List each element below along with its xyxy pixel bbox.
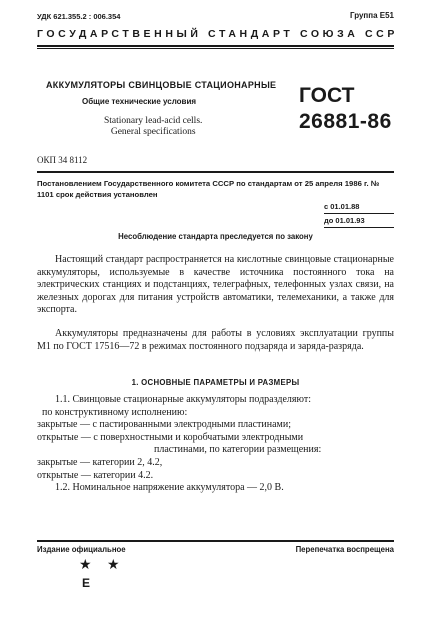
header-rule-thin	[37, 48, 394, 49]
document-title: АККУМУЛЯТОРЫ СВИНЦОВЫЕ СТАЦИОНАРНЫЕ	[46, 80, 277, 90]
open-design-line: открытые — с поверхностными и коробчатыми электродными	[37, 431, 304, 443]
section-1-content	[37, 394, 394, 495]
purpose-paragraph-text: Аккумуляторы предназначены для работы в условиях эксплуатации группы М1 по ГОСТ 17516—72 в режимах постоянного подзаряда и заряда-разряда.	[37, 328, 394, 352]
violation-notice: Несоблюдение стандарта преследуется по закону	[118, 232, 313, 241]
edition-letter: Е	[82, 576, 91, 590]
gost-label: ГОСТ	[299, 84, 355, 107]
closed-design-line: закрытые — с пастированными электродными пластинами;	[37, 419, 292, 431]
title-rule	[37, 171, 394, 173]
okp-code: ОКП 34 8112	[37, 155, 88, 165]
official-edition-label: Издание официальное	[37, 545, 126, 554]
valid-from: с 01.01.88	[324, 202, 394, 214]
intro-paragraph-text: Настоящий стандарт распространяется на кислотные свинцовые стационарные аккумуляторы, используемые в качестве источника постоянного тока на электрических станциях и подстанциях, телеграфных, телефонных узлах связи, на железных дорогах для питания устройств автоматики, телемеханики, а также для экспорта.	[37, 254, 394, 316]
open-design-continuation: пластинами, по категории размещения:	[154, 444, 322, 456]
reprint-prohibited-label: Перепечатка воспрещена	[295, 545, 394, 554]
header-rule	[37, 45, 394, 47]
udk-code: УДК 621.355.2 : 006.354	[37, 12, 121, 21]
item-1-2: 1.2. Номинальное напряжение аккумулятора — 2,0 В.	[55, 482, 284, 494]
english-title	[104, 116, 202, 138]
by-design-label: по конструктивному исполнению:	[42, 406, 188, 418]
star-icon: ★ ★	[79, 558, 126, 573]
english-title-line-2: General specifications	[110, 127, 196, 137]
footer-rule	[37, 540, 394, 542]
open-category-line: открытые — категории 4.2.	[37, 469, 154, 481]
document-subtitle: Общие технические условия	[82, 97, 197, 106]
group-code: Группа Е51	[349, 11, 394, 20]
gost-number: 26881-86	[299, 110, 392, 133]
purpose-paragraph	[37, 328, 394, 353]
closed-category-line: закрытые — категории 2, 4.2,	[37, 456, 163, 468]
decree-text: Постановлением Государственного комитета СССР по стандартам от 25 апреля 1986 г. № 1101 срок действия установлен	[37, 179, 380, 199]
validity-dates	[324, 202, 394, 230]
state-standard-banner: ГОСУДАРСТВЕННЫЙ СТАНДАРТ СОЮЗА ССР	[37, 28, 398, 40]
item-1-1: 1.1. Свинцовые стационарные аккумуляторы подразделяют:	[55, 394, 311, 405]
english-title-line-1: Stationary lead-acid cells.	[104, 116, 203, 126]
valid-to: до 01.01.93	[324, 216, 394, 228]
intro-paragraph	[37, 254, 394, 317]
section-heading: 1. ОСНОВНЫЕ ПАРАМЕТРЫ И РАЗМЕРЫ	[131, 378, 300, 387]
